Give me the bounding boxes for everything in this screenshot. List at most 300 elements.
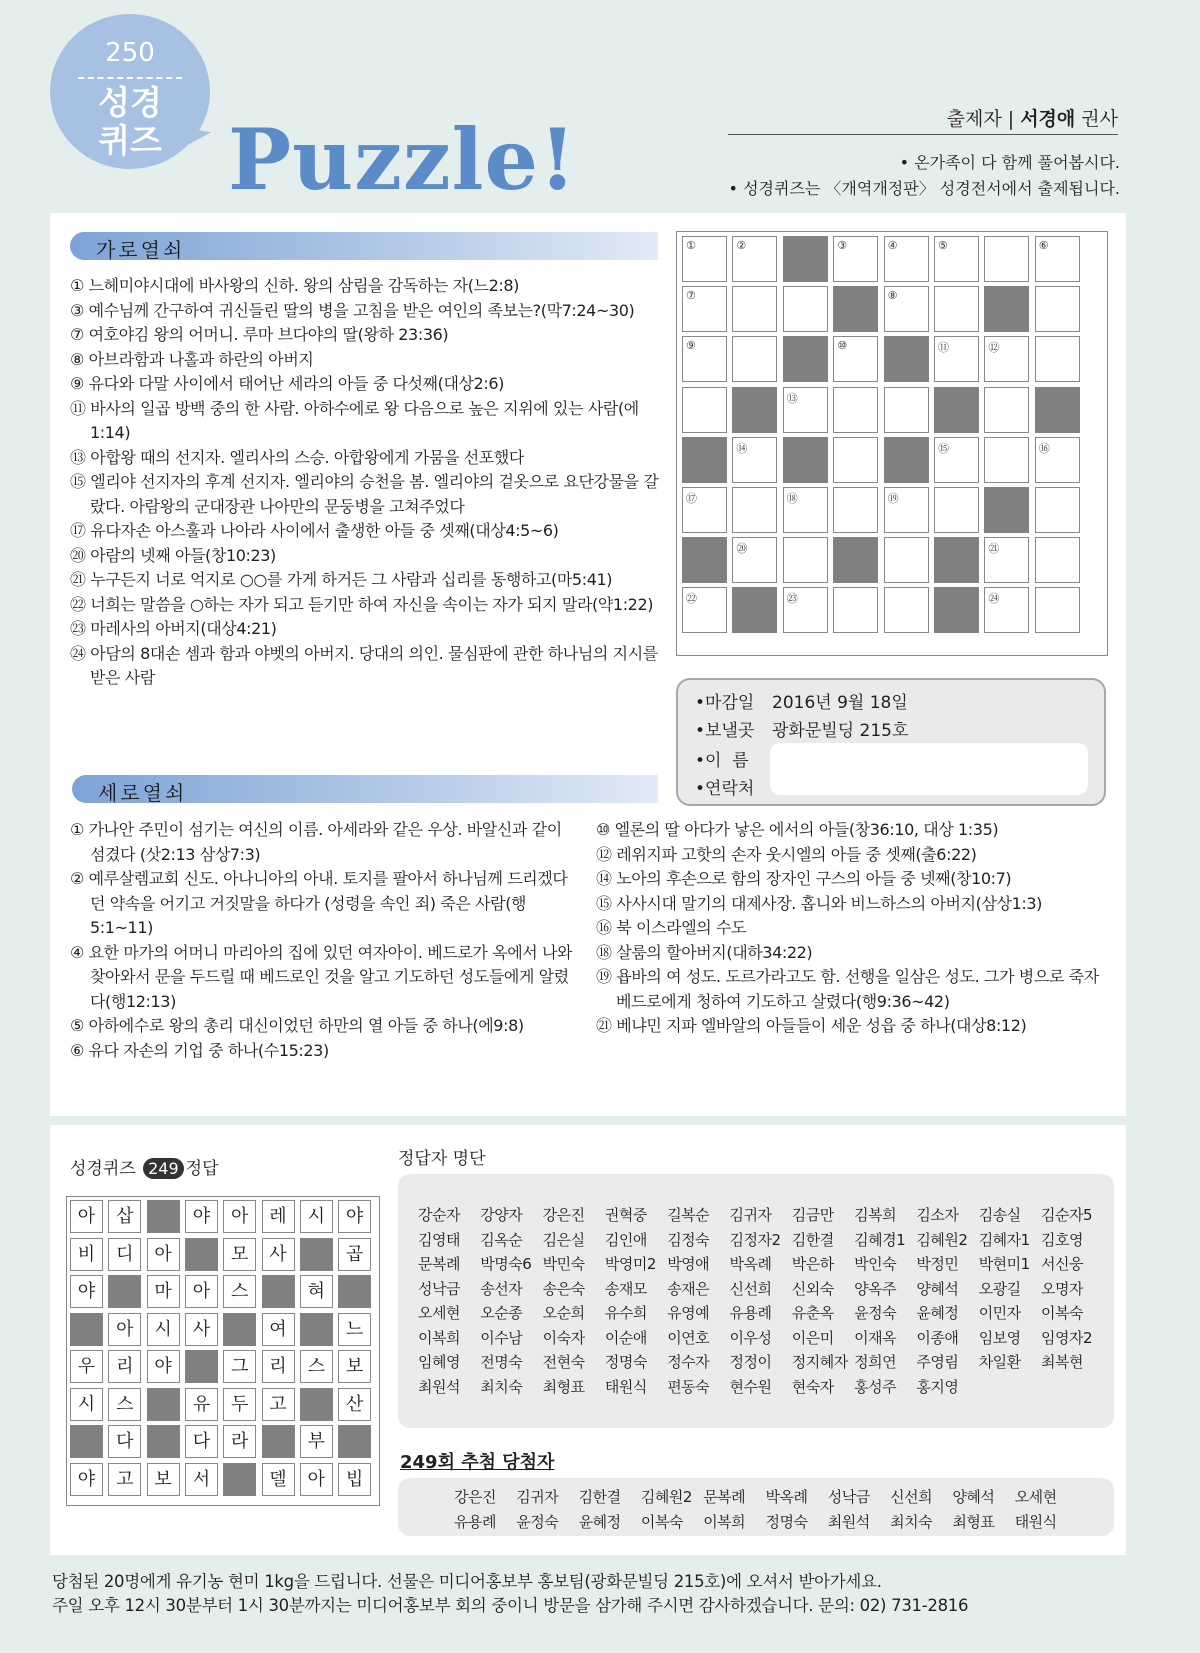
answer-cell: 레	[262, 1200, 295, 1233]
winner-name: 김혜원2	[916, 1230, 968, 1249]
clue-item: ⑩ 엘론의 딸 아다가 낳은 에서의 아들(창36:10, 대상 1:35)	[596, 820, 999, 839]
winner-name: 최형표	[542, 1377, 585, 1396]
black-cell	[833, 537, 878, 583]
grid-cell[interactable]	[884, 236, 929, 282]
winner-name: 이순애	[604, 1328, 647, 1347]
winner-name: 최형표	[952, 1512, 995, 1531]
down-heading: 세로열쇠	[98, 781, 188, 805]
winner-name: 이민자	[978, 1304, 1021, 1322]
winner-name: 강은진	[542, 1206, 585, 1224]
black-cell	[783, 236, 828, 282]
answer-cell: 혀	[300, 1275, 333, 1308]
winner-name: 이숙자	[542, 1328, 585, 1347]
grid-cell[interactable]	[732, 236, 777, 282]
quiz-label	[50, 84, 210, 160]
winner-name: 양혜석	[916, 1279, 959, 1298]
clue-number: ⑰	[686, 492, 697, 505]
winner-name: 송선자	[480, 1279, 523, 1298]
sendto-value: 광화문빌딩 215호	[772, 721, 909, 741]
winner-name: 송재모	[604, 1279, 647, 1298]
grid-cell[interactable]	[682, 336, 727, 382]
lottery-title: 249회 추첨 당첨자	[400, 1452, 555, 1473]
winner-name: 강은진	[454, 1488, 496, 1506]
winner-name: 정희연	[854, 1353, 897, 1371]
winner-name: 최원석	[418, 1377, 460, 1396]
clue-item: ① 느헤미야시대에 바사왕의 신하. 왕의 삼림을 감독하는 자(느2:8)	[70, 276, 520, 295]
winner-name: 김인애	[604, 1230, 647, 1249]
black-cell	[783, 336, 828, 382]
grid-cell[interactable]	[934, 437, 979, 483]
answer-black-cell	[147, 1425, 180, 1458]
answer-cell: 라	[223, 1425, 256, 1458]
clue-item: ⑮ 엘리야 선지자의 후계 선지자. 엘리야의 승천을 봄. 엘리야의 겉옷으로 요단강물을 갈랐다. 아람왕의 군대장관 나아만의 문둥병을 고쳐주었다	[70, 472, 659, 516]
winner-name: 최치숙	[890, 1512, 933, 1531]
winner-name: 전현숙	[542, 1353, 585, 1371]
grid-cell[interactable]	[833, 587, 878, 633]
grid-cell[interactable]	[1035, 336, 1080, 382]
black-cell	[732, 387, 777, 433]
winner-name: 박명숙6	[480, 1255, 532, 1273]
answer-cell: 산	[338, 1388, 371, 1421]
black-cell	[682, 537, 727, 583]
clue-number: ⑩	[837, 339, 848, 353]
across-header	[70, 232, 658, 260]
answer-cell: 삽	[108, 1200, 141, 1233]
grid-cell[interactable]	[984, 437, 1029, 483]
winner-name: 유춘옥	[791, 1304, 834, 1322]
answer-title	[70, 1154, 219, 1179]
clue-item: ⑬ 아합왕 때의 선지자. 엘리사의 스승. 아합왕에게 가뭄을 선포했다	[70, 447, 524, 467]
winner-name: 김혜경1	[854, 1230, 906, 1249]
answer-cell: 부	[300, 1425, 333, 1458]
grid-cell[interactable]	[1035, 286, 1080, 332]
grid-cell[interactable]	[884, 286, 929, 332]
clue-item: ② 예루살렘교회 신도. 아나니아의 아내. 토지를 팔아서 하나님께 드리겠다던 약속을 어기고 거짓말을 하다가 (성령을 속인 죄) 죽은 사람(행5:1~11)	[70, 869, 568, 937]
clue-number: ⑬	[786, 391, 798, 405]
winner-name: 김옥순	[480, 1230, 523, 1249]
winner-name: 임보영	[978, 1328, 1021, 1347]
winner-name: 김소자	[916, 1206, 959, 1224]
answer-black-cell	[70, 1313, 103, 1346]
winner-name: 이복숙	[640, 1512, 683, 1531]
winner-name: 권혁중	[604, 1206, 647, 1224]
answer-black-cell	[223, 1313, 256, 1346]
lottery-list	[398, 1478, 1114, 1536]
clue-item: ⑧ 아브라함과 나홀과 하란의 아버지	[70, 349, 314, 369]
author-rule	[728, 134, 1118, 135]
winner-name: 문복례	[703, 1488, 746, 1506]
winner-name: 전명숙	[480, 1353, 523, 1371]
winner-name: 양혜석	[952, 1488, 995, 1506]
grid-cell[interactable]	[934, 487, 979, 533]
clue-item: ⑲ 욥바의 여 성도. 도르가라고도 함. 선행을 일삼은 성도. 그가 병으로 죽자 베드로에게 청하여 기도하고 살렸다(행9:36~42)	[596, 967, 1099, 1011]
winner-name: 서신웅	[1041, 1255, 1083, 1273]
clue-item: ⑫ 레위지파 고핫의 손자 웃시엘의 아들 중 셋째(출6:22)	[596, 844, 977, 864]
answer-cell: 리	[108, 1350, 141, 1383]
answer-cell: 보	[338, 1350, 371, 1383]
page-title: Puzzle!	[228, 110, 577, 209]
winner-name: 박옥례	[765, 1488, 808, 1506]
answer-cell: 두	[223, 1388, 256, 1421]
clue-item: ⑳ 아람의 넷째 아들(창10:23)	[70, 545, 276, 565]
winner-name: 박영미2	[604, 1255, 656, 1273]
deadline-value: 2016년 9월 18일	[772, 693, 908, 713]
winner-name: 김정숙	[667, 1230, 710, 1249]
answer-cell: 고	[262, 1388, 295, 1421]
clue-number: ⑱	[786, 492, 798, 505]
winner-name: 문복례	[418, 1255, 460, 1273]
answer-grid	[66, 1196, 380, 1506]
winner-name: 양옥주	[854, 1279, 897, 1298]
across-clue-list	[70, 274, 660, 691]
clue-item: ㉒ 너희는 말씀을 ○하는 자가 되고 듣기만 하여 자신을 속이는 자가 되지 말라(약1:22)	[70, 594, 654, 614]
winner-name: 강양자	[480, 1206, 523, 1224]
grid-cell[interactable]	[732, 336, 777, 382]
black-cell	[984, 487, 1029, 533]
answer-cell: 아	[223, 1200, 256, 1233]
answer-cell: 스	[300, 1350, 333, 1383]
name-label: •이 름	[695, 751, 749, 771]
answer-cell: 모	[223, 1238, 256, 1271]
author-credit	[947, 104, 1118, 131]
winner-name: 윤정숙	[516, 1512, 559, 1531]
clue-item: ㉑ 베냐민 지파 엘바알의 아들들이 세운 성읍 중 하나(대상8:12)	[596, 1016, 1027, 1035]
clue-item: ⑰ 유다자손 아스훌과 나아라 사이에서 출생한 아들 중 셋째(대상4:5~6)	[70, 521, 559, 540]
grid-cell[interactable]	[884, 537, 929, 583]
grid-cell[interactable]	[783, 286, 828, 332]
grid-cell[interactable]	[884, 587, 929, 633]
winner-name: 유영예	[667, 1304, 710, 1322]
winner-name: 박은하	[791, 1255, 834, 1273]
clue-item: ④ 요한 마가의 어머니 마리아의 집에 있던 여자아이. 베드로가 옥에서 나와 찾아와서 문을 두드릴 때 베드로인 것을 알고 기도하던 성도들에게 알렸다(행12:13)	[70, 942, 573, 1011]
winner-name: 신외숙	[791, 1279, 834, 1298]
winner-name: 정수자	[667, 1353, 710, 1371]
winner-name: 김귀자	[516, 1488, 559, 1506]
answer-black-cell	[185, 1238, 218, 1271]
winner-name: 최치숙	[480, 1377, 523, 1396]
black-cell	[682, 437, 727, 483]
answer-black-cell	[223, 1463, 256, 1496]
answer-cell: 다	[185, 1425, 218, 1458]
winner-name: 김혜자1	[978, 1230, 1030, 1249]
down-header	[72, 775, 658, 803]
winner-name: 임혜영	[418, 1353, 460, 1371]
clue-item: ⑦ 여호야김 왕의 어머니. 루마 브다야의 딸(왕하 23:36)	[70, 325, 449, 344]
answer-cell: 아	[185, 1275, 218, 1308]
winner-name: 김호영	[1041, 1230, 1083, 1249]
clue-number: ①	[686, 239, 696, 252]
answer-cell: 야	[147, 1350, 180, 1383]
black-cell	[1035, 387, 1080, 433]
winners-list	[398, 1174, 1114, 1428]
grid-cell[interactable]	[732, 537, 777, 583]
clue-number: ⑳	[736, 542, 748, 556]
clue-number: ⑦	[686, 289, 696, 303]
winner-name: 홍지영	[916, 1377, 959, 1396]
answer-cell: 시	[147, 1313, 180, 1346]
answer-issue-badge: 249	[143, 1158, 184, 1179]
winner-name: 태원식	[604, 1377, 647, 1396]
answer-cell: 리	[262, 1350, 295, 1383]
grid-cell[interactable]	[833, 487, 878, 533]
winner-name: 이복숙	[1041, 1304, 1083, 1322]
winner-name: 편동숙	[667, 1377, 710, 1396]
answer-cell: 여	[262, 1313, 295, 1346]
grid-cell[interactable]	[984, 387, 1029, 433]
answer-title-suffix: 정답	[185, 1159, 219, 1179]
footer-visit-note: 주일 오후 12시 30분부터 1시 30분까지는 미디어홍보부 회의 중이니 방문을 삼가해 주시면 감사하겠습니다. 문의: 02) 731-2816	[52, 1596, 969, 1615]
author-name: 서경애	[1020, 108, 1076, 130]
grid-cell[interactable]	[934, 286, 979, 332]
answer-cell: 야	[185, 1200, 218, 1233]
winner-name: 이종애	[916, 1328, 959, 1347]
grid-cell[interactable]	[783, 387, 828, 433]
grid-cell[interactable]	[833, 336, 878, 382]
winner-name: 이복희	[703, 1512, 746, 1531]
answer-black-cell	[147, 1388, 180, 1421]
winner-name: 이수남	[480, 1328, 523, 1347]
down-clue-list-left	[70, 818, 578, 1063]
answer-cell: 우	[70, 1350, 103, 1383]
answer-cell: 스	[223, 1275, 256, 1308]
winner-name: 오순희	[542, 1304, 585, 1322]
winner-name: 홍성주	[854, 1377, 897, 1396]
black-cell	[732, 587, 777, 633]
answer-cell: 마	[147, 1275, 180, 1308]
black-cell	[833, 286, 878, 332]
grid-cell[interactable]	[682, 487, 727, 533]
black-cell	[984, 286, 1029, 332]
winner-name: 박옥례	[729, 1255, 772, 1273]
winner-name: 유용례	[454, 1512, 496, 1531]
answer-cell: 시	[300, 1200, 333, 1233]
answer-cell: 사	[185, 1313, 218, 1346]
clue-number: ⑮	[938, 441, 949, 455]
black-cell	[884, 437, 929, 483]
clue-number: ⑥	[1038, 239, 1049, 252]
answer-black-cell	[300, 1313, 333, 1346]
across-heading: 가로열쇠	[96, 238, 186, 262]
answer-black-cell	[338, 1425, 371, 1458]
clue-item: ⑥ 유다 자손의 기업 중 하나(수15:23)	[70, 1040, 329, 1060]
clue-number: ⑪	[938, 341, 949, 355]
answer-cell: 시	[70, 1388, 103, 1421]
grid-cell[interactable]	[833, 437, 878, 483]
answer-black-cell	[185, 1350, 218, 1383]
grid-cell[interactable]	[1035, 236, 1080, 282]
clue-item: ⑱ 살룸의 할아버지(대하34:22)	[596, 942, 813, 962]
winner-name: 차일환	[978, 1353, 1021, 1371]
grid-cell[interactable]	[682, 387, 727, 433]
clue-item: ⑮ 사사시대 말기의 대제사장. 홉니와 비느하스의 아버지(삼상1:3)	[596, 893, 1042, 913]
winner-name: 임영자2	[1041, 1328, 1093, 1347]
grid-cell[interactable]	[732, 437, 777, 483]
author-suffix: 권사	[1075, 108, 1118, 130]
name-contact-field[interactable]	[770, 743, 1088, 795]
answer-cell: 델	[262, 1463, 295, 1496]
crossword-grid	[676, 231, 1108, 656]
clue-number: ㉒	[686, 592, 697, 606]
clue-item: ㉓ 마레사의 아버지(대상4:21)	[70, 619, 277, 638]
winner-name: 오세현	[1014, 1488, 1057, 1506]
answer-cell: 아	[108, 1313, 141, 1346]
black-cell	[884, 336, 929, 382]
black-cell	[934, 537, 979, 583]
answer-cell: 유	[185, 1388, 218, 1421]
answer-cell: 다	[108, 1425, 141, 1458]
answer-black-cell	[147, 1200, 180, 1233]
winner-name: 윤정숙	[854, 1304, 897, 1322]
winner-name: 현수원	[729, 1377, 772, 1396]
clue-number: ⑧	[887, 289, 898, 303]
winner-name: 이은미	[791, 1328, 834, 1347]
winner-name: 김금만	[791, 1206, 834, 1224]
grid-cell[interactable]	[884, 487, 929, 533]
winner-name: 최복현	[1041, 1353, 1083, 1371]
down-clue-list-right	[596, 818, 1108, 1039]
issue-divider	[78, 77, 182, 79]
black-cell	[934, 587, 979, 633]
winner-name: 이복희	[418, 1328, 460, 1347]
answer-black-cell	[262, 1425, 295, 1458]
winner-name: 성낙금	[418, 1279, 460, 1298]
grid-cell[interactable]	[783, 487, 828, 533]
winner-name: 오순종	[480, 1304, 523, 1322]
grid-cell[interactable]	[732, 487, 777, 533]
black-cell	[934, 387, 979, 433]
answer-cell: 느	[338, 1313, 371, 1346]
clue-item: ⑤ 아하에수로 왕의 총리 대신이었던 하만의 열 아들 중 하나(에9:8)	[70, 1016, 524, 1035]
answer-cell: 사	[262, 1238, 295, 1271]
answer-cell: 그	[223, 1350, 256, 1383]
winner-name: 길복순	[667, 1206, 710, 1224]
winner-name: 강순자	[418, 1206, 460, 1224]
winner-name: 김송실	[978, 1206, 1021, 1224]
winner-name: 정정이	[729, 1353, 772, 1371]
note-family: • 온가족이 다 함께 풀어봅시다.	[899, 153, 1120, 172]
clue-number: ⑭	[736, 441, 748, 455]
winner-name: 오세현	[418, 1304, 460, 1322]
clue-number: ②	[736, 239, 747, 252]
grid-cell[interactable]	[984, 336, 1029, 382]
clue-number: ㉔	[988, 592, 1000, 606]
winner-name: 박현미1	[978, 1255, 1030, 1273]
winner-name: 김귀자	[729, 1206, 772, 1224]
winner-name: 박정민	[916, 1255, 959, 1273]
winner-name: 김혜원2	[640, 1488, 692, 1506]
winner-name: 김영태	[418, 1230, 460, 1249]
grid-cell[interactable]	[1035, 537, 1080, 583]
answer-cell: 아	[300, 1463, 333, 1496]
answer-cell: 야	[70, 1275, 103, 1308]
clue-item: ⑭ 노아의 후손으로 함의 장자인 구스의 아들 중 넷째(창10:7)	[596, 869, 1012, 888]
winner-name: 신선희	[729, 1279, 772, 1298]
sendto-label: •보낼곳	[695, 721, 755, 741]
winner-name: 이우성	[729, 1328, 772, 1347]
grid-cell[interactable]	[833, 387, 878, 433]
grid-cell[interactable]	[1035, 587, 1080, 633]
answer-cell: 곱	[338, 1238, 371, 1271]
clue-number: ⑫	[988, 341, 1000, 355]
winner-name: 정명숙	[765, 1512, 808, 1531]
answer-cell: 아	[147, 1238, 180, 1271]
winner-name: 최원석	[827, 1512, 870, 1531]
clue-item: ⑨ 유다와 다말 사이에서 태어난 세라의 아들 중 다섯째(대상2:6)	[70, 374, 504, 393]
grid-cell[interactable]	[682, 286, 727, 332]
winner-name: 현숙자	[791, 1377, 834, 1396]
clue-number: ④	[887, 239, 898, 252]
answer-cell: 아	[70, 1200, 103, 1233]
clue-item: ③ 예수님께 간구하여 귀신들린 딸의 병을 고침을 받은 여인의 족보는?(막7:24~30)	[70, 300, 635, 320]
winner-name: 유용례	[729, 1304, 772, 1322]
author-prefix: 출제자 |	[946, 108, 1021, 130]
footer-prize-note: 당첨된 20명에게 유기농 현미 1kg을 드립니다. 선물은 미디어홍보부 홍보팀(광화문빌딩 215호)에 오셔서 받아가세요.	[52, 1572, 882, 1591]
winner-name: 성낙금	[827, 1488, 870, 1506]
grid-cell[interactable]	[934, 336, 979, 382]
clue-number: ㉑	[988, 542, 1000, 556]
answer-black-cell	[108, 1275, 141, 1308]
grid-cell[interactable]	[934, 236, 979, 282]
clue-number: ③	[837, 239, 848, 252]
clue-item: ① 가나안 주민이 섬기는 여신의 이름. 아세라와 같은 우상. 바알신과 같이 섬겼다 (삿2:13 삼상7:3)	[70, 820, 562, 864]
grid-cell[interactable]	[984, 236, 1029, 282]
answer-cell: 빕	[338, 1463, 371, 1496]
winner-name: 김한결	[578, 1488, 621, 1506]
grid-cell[interactable]	[833, 236, 878, 282]
answer-cell: 고	[108, 1463, 141, 1496]
answer-black-cell	[262, 1275, 295, 1308]
winner-name: 박인숙	[854, 1255, 897, 1273]
answer-cell: 야	[70, 1463, 103, 1496]
grid-cell[interactable]	[1035, 487, 1080, 533]
answer-cell: 디	[108, 1238, 141, 1271]
winner-name: 송재은	[667, 1279, 710, 1298]
winner-name: 신선희	[890, 1488, 933, 1506]
grid-cell[interactable]	[682, 587, 727, 633]
winner-name: 김순자5	[1041, 1206, 1093, 1224]
grid-cell[interactable]	[783, 587, 828, 633]
grid-cell[interactable]	[1035, 437, 1080, 483]
grid-cell[interactable]	[984, 587, 1029, 633]
clue-number: ⑯	[1038, 441, 1050, 455]
answer-cell: 보	[147, 1463, 180, 1496]
winner-name: 윤혜정	[916, 1304, 959, 1322]
winner-name: 정지혜자	[791, 1353, 848, 1371]
answer-cell: 서	[185, 1463, 218, 1496]
clue-number: ⑨	[686, 339, 696, 353]
answer-cell: 비	[70, 1238, 103, 1271]
clue-item: ⑪ 바사의 일곱 방백 중의 한 사람. 아하수에로 왕 다음으로 높은 지위에 있는 사람(에1:14)	[70, 398, 639, 442]
winner-name: 김정자2	[729, 1230, 781, 1249]
grid-cell[interactable]	[783, 537, 828, 583]
winner-name: 주영림	[916, 1353, 959, 1371]
grid-cell[interactable]	[732, 286, 777, 332]
grid-cell[interactable]	[682, 236, 727, 282]
winner-name: 김한결	[791, 1230, 834, 1249]
winner-name: 정명숙	[604, 1353, 647, 1371]
answer-black-cell	[338, 1275, 371, 1308]
winner-name: 박영애	[667, 1255, 710, 1273]
clue-number: ⑲	[887, 492, 899, 505]
issue-number: 250	[105, 38, 155, 68]
winners-title: 정답자 명단	[398, 1149, 486, 1169]
grid-cell[interactable]	[884, 387, 929, 433]
contact-label: •연락처	[695, 779, 755, 799]
grid-cell[interactable]	[984, 537, 1029, 583]
winner-name: 오명자	[1041, 1279, 1083, 1298]
quiz-label-line-1: 성경	[98, 83, 162, 122]
answer-title-prefix: 성경퀴즈	[70, 1159, 136, 1179]
